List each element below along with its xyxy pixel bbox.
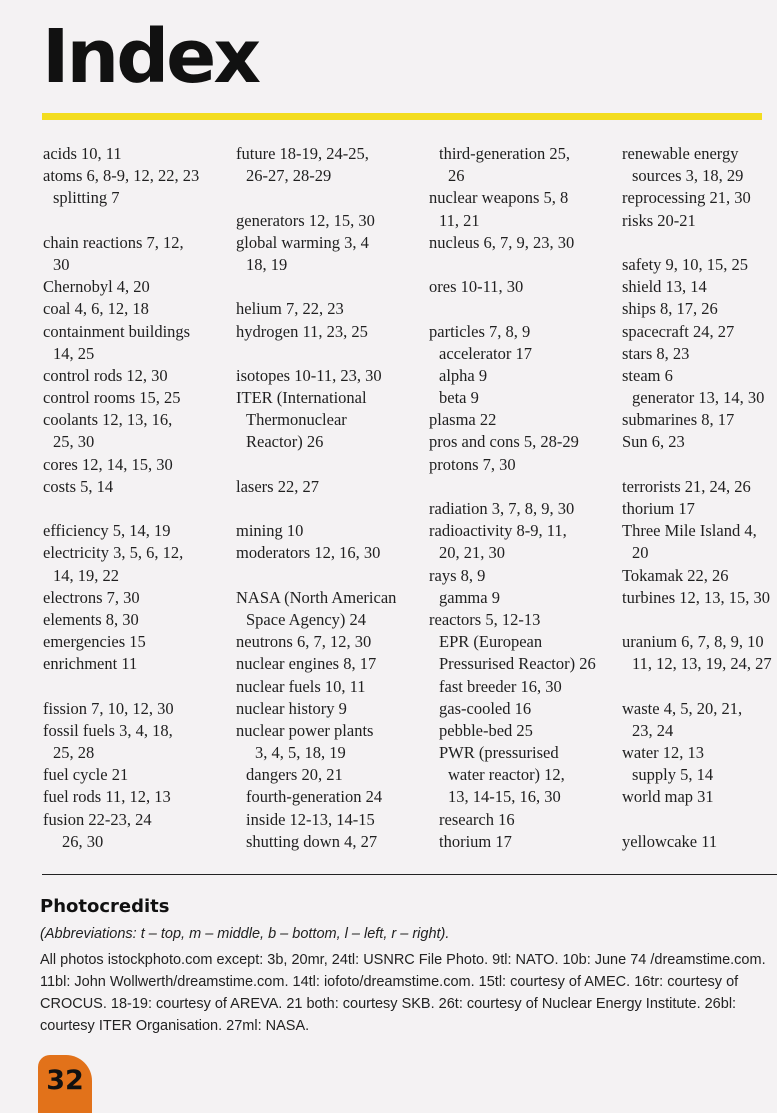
index-entry: supply 5, 14 [632, 765, 714, 785]
index-entry: nuclear fuels 10, 11 [236, 676, 366, 696]
index-entry: pros and cons 5, 28-29 [429, 432, 579, 452]
index-entry: NASA (North American [236, 587, 397, 607]
index-entry: Tokamak 22, 26 [622, 565, 729, 585]
index-entry: 11, 12, 13, 19, 24, 27 [632, 654, 772, 674]
index-spacer [622, 676, 772, 698]
photocredits-abbreviations: (Abbreviations: t – top, m – middle, b – bottom, l – left, r – right). [40, 926, 450, 942]
index-entry: waste 4, 5, 20, 21, [622, 698, 743, 718]
page-title: Index [42, 14, 259, 100]
index-entry: fuel rods 11, 12, 13 [43, 787, 171, 807]
index-entry: protons 7, 30 [429, 454, 516, 474]
index-entry: efficiency 5, 14, 19 [43, 521, 171, 541]
index-entry: hydrogen 11, 23, 25 [236, 321, 368, 341]
section-divider [42, 874, 777, 875]
index-entry: atoms 6, 8-9, 12, 22, 23 [43, 166, 200, 186]
index-entry: helium 7, 22, 23 [236, 299, 344, 319]
index-entry: moderators 12, 16, 30 [236, 543, 381, 563]
index-entry: particles 7, 8, 9 [429, 321, 531, 341]
index-entry: nucleus 6, 7, 9, 23, 30 [429, 232, 575, 252]
index-spacer [236, 276, 396, 298]
index-spacer [43, 498, 199, 520]
index-entry: inside 12-13, 14-15 [246, 809, 375, 829]
index-entry: 11, 21 [439, 210, 480, 230]
index-entry: radiation 3, 7, 8, 9, 30 [429, 499, 575, 518]
index-entry: costs 5, 14 [43, 476, 114, 496]
index-entry: fossil fuels 3, 4, 18, [43, 720, 173, 740]
index-entry: spacecraft 24, 27 [622, 321, 735, 341]
index-entry: control rooms 15, 25 [43, 388, 181, 408]
index-entry: lasers 22, 27 [236, 476, 319, 496]
index-entry: 18, 19 [246, 254, 288, 274]
index-entry: steam 6 [622, 365, 673, 385]
index-entry: fast breeder 16, 30 [439, 676, 562, 696]
index-entry: cores 12, 14, 15, 30 [43, 454, 173, 474]
index-entry: 26, 30 [62, 831, 104, 851]
index-entry: 25, 28 [53, 743, 95, 763]
index-entry: terrorists 21, 24, 26 [622, 476, 751, 496]
index-spacer [622, 232, 772, 254]
index-entry: radioactivity 8-9, 11, [429, 521, 567, 541]
index-entry: 3, 4, 5, 18, 19 [255, 743, 346, 763]
index-entry: Thermonuclear [246, 410, 347, 430]
index-spacer [622, 609, 772, 631]
index-entry: future 18-19, 24-25, [236, 144, 369, 163]
index-spacer [429, 298, 596, 320]
index-column-1 [43, 143, 199, 853]
index-entry: containment buildings [43, 321, 191, 341]
index-entry: nuclear power plants [236, 720, 374, 740]
index-spacer [236, 187, 396, 209]
index-entry: enrichment 11 [43, 654, 138, 674]
index-entry: stars 8, 23 [622, 343, 690, 363]
index-entry: 20, 21, 30 [439, 543, 505, 563]
index-spacer [43, 210, 199, 232]
index-spacer [429, 254, 596, 276]
index-entry: plasma 22 [429, 410, 497, 430]
index-entry: elements 8, 30 [43, 609, 139, 629]
page-number: 32 [46, 1065, 84, 1096]
index-entry: turbines 12, 13, 15, 30 [622, 587, 771, 607]
index-entry: reactors 5, 12-13 [429, 609, 541, 629]
index-entry: nuclear engines 8, 17 [236, 654, 377, 674]
index-entry: thorium 17 [622, 499, 695, 518]
index-entry: 20 [632, 543, 649, 563]
index-entry: shield 13, 14 [622, 277, 707, 297]
index-entry: water reactor) 12, [448, 765, 565, 785]
index-spacer [622, 809, 772, 831]
index-column-2 [236, 143, 396, 853]
index-entry: submarines 8, 17 [622, 410, 735, 430]
index-entry: 26-27, 28-29 [246, 166, 332, 186]
index-entry: 14, 25 [53, 343, 95, 363]
title-underline [42, 113, 762, 120]
index-entry: risks 20-21 [622, 210, 696, 230]
index-entry: coal 4, 6, 12, 18 [43, 299, 149, 319]
index-entry: mining 10 [236, 521, 304, 541]
index-column-3 [429, 143, 596, 853]
index-entry: coolants 12, 13, 16, [43, 410, 173, 430]
index-entry: neutrons 6, 7, 12, 30 [236, 632, 372, 652]
photocredits-heading: Photocredits [40, 896, 170, 917]
index-entry: splitting 7 [53, 188, 120, 208]
index-entry: Pressurised Reactor) 26 [439, 654, 596, 674]
index-entry: 14, 19, 22 [53, 565, 119, 585]
index-entry: fusion 22-23, 24 [43, 809, 152, 829]
index-entry: global warming 3, 4 [236, 232, 369, 252]
index-entry: electricity 3, 5, 6, 12, [43, 543, 184, 563]
index-entry: isotopes 10-11, 23, 30 [236, 365, 382, 385]
index-entry: control rods 12, 30 [43, 365, 168, 385]
index-entry: ships 8, 17, 26 [622, 299, 718, 319]
index-spacer [429, 476, 596, 498]
index-entry: 25, 30 [53, 432, 95, 452]
index-column-4 [622, 143, 772, 853]
index-entry: EPR (European [439, 632, 543, 652]
index-entry: ores 10-11, 30 [429, 277, 524, 297]
index-entry: fission 7, 10, 12, 30 [43, 698, 174, 718]
index-entry: uranium 6, 7, 8, 9, 10 [622, 632, 764, 652]
index-entry: accelerator 17 [439, 343, 532, 363]
index-spacer [236, 454, 396, 476]
index-spacer [236, 343, 396, 365]
index-entry: dangers 20, 21 [246, 765, 343, 785]
index-entry: world map 31 [622, 787, 714, 807]
index-entry: acids 10, 11 [43, 144, 122, 163]
index-entry: thorium 17 [439, 831, 512, 851]
index-entry: nuclear weapons 5, 8 [429, 188, 569, 208]
index-entry: gamma 9 [439, 587, 500, 607]
index-entry: fourth-generation 24 [246, 787, 383, 807]
index-entry: gas-cooled 16 [439, 698, 532, 718]
index-entry: Space Agency) 24 [246, 609, 367, 629]
index-entry: yellowcake 11 [622, 831, 718, 851]
index-entry: safety 9, 10, 15, 25 [622, 254, 749, 274]
index-entry: ITER (International [236, 388, 367, 408]
index-entry: third-generation 25, [439, 144, 571, 163]
index-spacer [622, 454, 772, 476]
index-entry: 13, 14-15, 16, 30 [448, 787, 561, 807]
index-entry: Sun 6, 23 [622, 432, 685, 452]
index-entry: sources 3, 18, 29 [632, 166, 744, 186]
index-entry: Reactor) 26 [246, 432, 324, 452]
index-entry: generator 13, 14, 30 [632, 388, 765, 408]
index-entry: emergencies 15 [43, 632, 146, 652]
index-entry: beta 9 [439, 388, 479, 408]
index-entry: reprocessing 21, 30 [622, 188, 751, 208]
page-number-badge [38, 1055, 92, 1113]
index-entry: 30 [53, 254, 70, 274]
index-entry: alpha 9 [439, 365, 488, 385]
index-entry: 23, 24 [632, 720, 674, 740]
index-entry: electrons 7, 30 [43, 587, 140, 607]
index-entry: PWR (pressurised [439, 743, 559, 763]
index-entry: nuclear history 9 [236, 698, 347, 718]
index-entry: water 12, 13 [622, 743, 705, 763]
index-entry: Three Mile Island 4, [622, 521, 757, 541]
photocredits-body: All photos istockphoto.com except: 3b, 20mr, 24tl: USNRC File Photo. 9tl: NATO. 10b: June 74 /dreamstime.com. 11bl: John Wollwerth/dreamstime.com. 14tl: iofoto/dreamstime.com. 15tl: courtesy of AMEC. 16tr: courtesy of CROCUS. 18-19: courtesy of AREVA. 21 both: courtesy SKB. 26t: courtesy of Nuclear Energy Institute. 26bl: courtesy ITER Organisation. 27ml: NASA. [40, 952, 766, 1034]
index-entry: research 16 [439, 809, 515, 829]
index-entry: chain reactions 7, 12, [43, 232, 184, 252]
index-spacer [43, 676, 199, 698]
index-entry: shutting down 4, 27 [246, 831, 378, 851]
index-entry: pebble-bed 25 [439, 720, 533, 740]
index-entry: Chernobyl 4, 20 [43, 277, 150, 297]
index-entry: 26 [448, 166, 465, 186]
index-entry: renewable energy [622, 144, 739, 163]
index-spacer [236, 565, 396, 587]
index-spacer [236, 498, 396, 520]
index-entry: rays 8, 9 [429, 565, 486, 585]
index-entry: generators 12, 15, 30 [236, 210, 375, 230]
index-entry: fuel cycle 21 [43, 765, 129, 785]
